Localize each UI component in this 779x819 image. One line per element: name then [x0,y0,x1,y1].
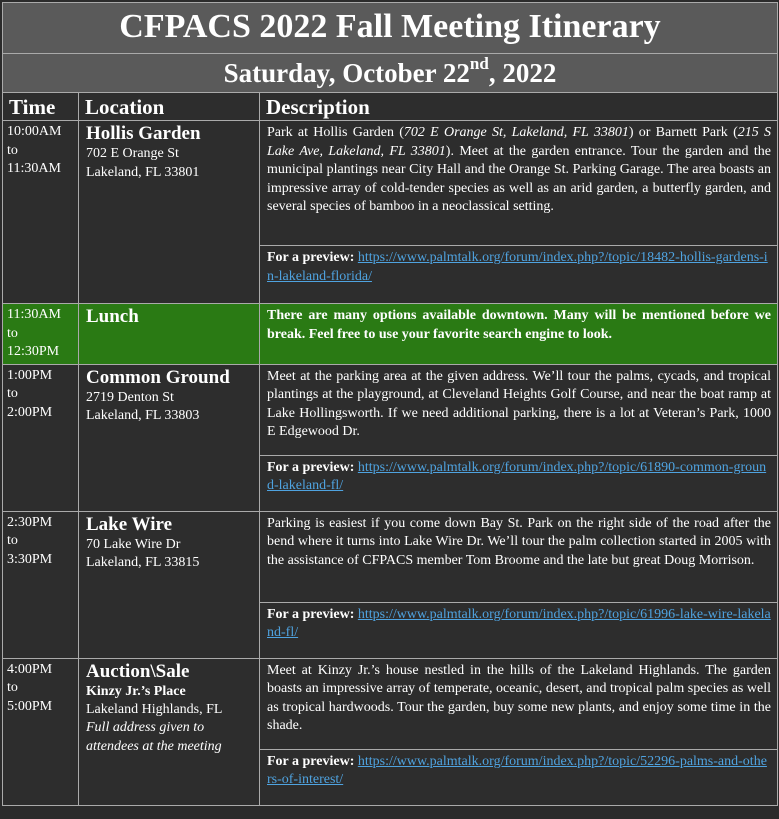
address-line: 70 Lake Wire Dr [86,536,181,552]
location-cell [79,304,260,365]
location-name: Hollis Garden [86,123,201,144]
location-name: Lunch [86,306,139,327]
time-column-header: Time [3,93,79,121]
time-cell: 2:30PM to 3:30PM [3,511,79,658]
address-line: 2719 Denton St [86,389,174,405]
table-row-common-ground [3,364,778,455]
description-cell: Meet at Kinzy Jr.’s house nestled in the hills of the Lakeland Highlands. The garden boasts an impressive array of temperate, oceanic, desert, and tropical palm species as well as tropical hardwoods. Tour the garden, buy some new plants, and enjoy some time in the shade. [260,658,778,749]
page-title: CFPACS 2022 Fall Meeting Itinerary [3,3,778,54]
description-cell: Parking is easiest if you come down Bay St. Park on the right side of the road after the bend where it turns into Lake Wire Dr. We’ll tour the palm collection started in 2005 with the assistance of CFPACS member Tom Broome and the late but great Doug Morrison. [260,511,778,602]
itinerary-sheet [2,2,777,806]
city-line: Lakeland, FL 33803 [86,408,200,423]
location-name: Common Ground [86,366,230,388]
location-cell [79,364,260,511]
table-row-hollis-garden [3,121,778,246]
description-cell: There are many options available downtown. Many will be mentioned before we break. Feel free to use your favorite search engine to look. [260,304,778,365]
preview-cell: For a preview: https://www.palmtalk.org/forum/index.php?/topic/61890-common-ground-lakeland-fl/ [260,455,778,511]
preview-link[interactable]: https://www.palmtalk.org/forum/index.php?/topic/52296-palms-and-others-of-interest/ [267,753,767,787]
time-cell: 4:00PM to 5:00PM [3,658,79,805]
location-column-header: Location [79,93,260,121]
preview-cell: For a preview: https://www.palmtalk.org/forum/index.php?/topic/61996-lake-wire-lakeland-fl/ [260,602,778,658]
city-line: Lakeland, FL 33815 [86,555,200,570]
table-row-lake-wire [3,511,778,602]
preview-link[interactable]: https://www.palmtalk.org/forum/index.php?/topic/61996-lake-wire-lakeland-fl/ [267,606,771,640]
table-row-auction-sale [3,658,778,749]
preview-link[interactable]: https://www.palmtalk.org/forum/index.php?/topic/61890-common-ground-lakeland-fl/ [267,459,767,493]
city-line: Lakeland Highlands, FL [86,701,223,717]
time-cell: 11:30AM to 12:30PM [3,304,79,365]
location-cell [79,511,260,658]
location-name: Lake Wire [86,513,173,535]
description-cell: Meet at the parking area at the given address. We’ll tour the palms, cycads, and tropical plantings at the playground, at Cleveland Heights Golf Course, and near the boat ramp at Lake Hollingsworth. If we need additional parking, there is a lot at Veteran’s Park, 1000 E Edgewood Dr. [260,364,778,455]
preview-link[interactable]: https://www.palmtalk.org/forum/index.php?/topic/18482-hollis-gardens-in-lakeland-florida/ [267,250,768,284]
city-line: Lakeland, FL 33801 [86,164,200,180]
description-cell: Park at Hollis Garden (702 E Orange St, Lakeland, FL 33801) or Barnett Park (215 S Lake Ave, Lakeland, FL 33801). Meet at the garden entrance. Tour the garden and the municipal plantings near City Hall and the Orange St. Parking Garage. The area boasts an impressive array of cold-tender species as well as an arid garden, a butterfly garden, and several species of bamboo in a neoclassical setting. [260,121,778,246]
address-note: Full address given to attendees at the meeting [86,720,222,754]
itinerary-table [2,2,778,806]
venue-name: Kinzy Jr.’s Place [86,683,186,699]
date-heading: Saturday, October 22nd, 2022 [3,54,778,93]
address-line: 702 E Orange St [86,146,179,161]
location-name: Auction\Sale [86,660,190,682]
time-cell: 10:00AM to 11:30AM [3,121,79,304]
location-cell [79,658,260,805]
description-column-header: Description [260,93,778,121]
preview-cell: For a preview: https://www.palmtalk.org/forum/index.php?/topic/18482-hollis-gardens-in-lakeland-florida/ [260,246,778,304]
preview-cell: For a preview: https://www.palmtalk.org/forum/index.php?/topic/52296-palms-and-others-of-interest/ [260,749,778,805]
table-row-lunch [3,304,778,365]
location-cell [79,121,260,304]
time-cell: 1:00PM to 2:00PM [3,364,79,511]
